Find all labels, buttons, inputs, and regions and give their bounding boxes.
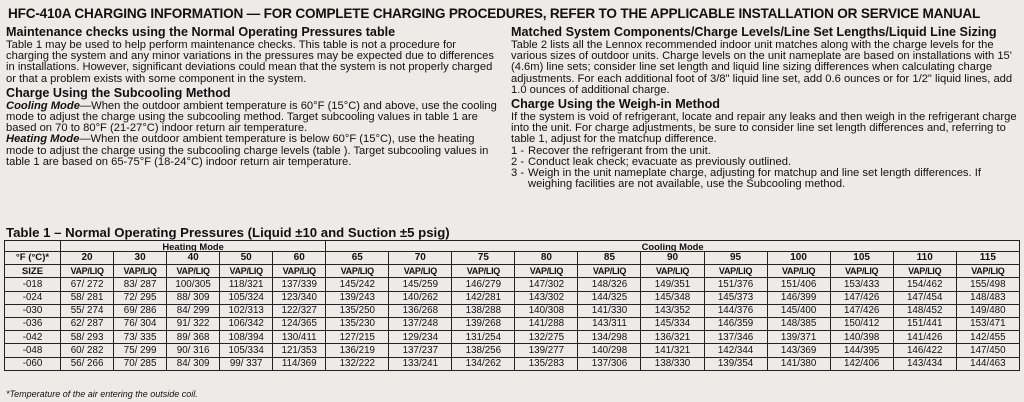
step-text: Weigh in the unit nameplate charge, adjusting for matchup and line set length differences. If weighing facilities are not available, use the Subcooling method. xyxy=(528,167,981,191)
pressure-cell: 142/455 xyxy=(956,331,1019,344)
heating-mode-label: Heating Mode xyxy=(6,133,80,146)
vap-liq-header: VAP/LIQ xyxy=(515,265,578,278)
table-row xyxy=(5,331,1020,344)
pressure-cell: 102/313 xyxy=(220,304,273,317)
heating-mode-text: —When the outdoor ambient temperature is below 60°F (15°C), use the heating mode to adjust the charge using the subcooling charge levels (table ). Target subcooling values in table 1 are based on 65-75°F (18-24°C) indoor return air temperature. xyxy=(6,133,489,168)
heating-temp-header: 40 xyxy=(167,252,220,265)
pressure-cell: 130/411 xyxy=(273,331,326,344)
pressure-cell: 154/462 xyxy=(893,278,956,291)
vap-liq-header: VAP/LIQ xyxy=(704,265,767,278)
vap-liq-header: VAP/LIQ xyxy=(830,265,893,278)
pressure-cell: 143/311 xyxy=(578,317,641,330)
size-cell: -042 xyxy=(5,331,61,344)
pressure-cell: 146/359 xyxy=(704,317,767,330)
pressure-cell: 83/ 287 xyxy=(114,278,167,291)
step-number: 1 - xyxy=(511,144,525,157)
pressure-cell: 139/371 xyxy=(767,331,830,344)
pressure-cell: 147/450 xyxy=(956,344,1019,357)
step-text: Recover the refrigerant from the unit. xyxy=(528,144,711,157)
vap-liq-header: VAP/LIQ xyxy=(114,265,167,278)
step-number: 2 - xyxy=(511,155,525,168)
pressure-cell: 140/262 xyxy=(389,291,452,304)
temperature-header-row xyxy=(5,252,1020,265)
pressure-cell: 62/ 287 xyxy=(61,317,114,330)
pressure-cell: 139/277 xyxy=(515,344,578,357)
pressure-cell: 148/483 xyxy=(956,291,1019,304)
pressure-cell: 73/ 335 xyxy=(114,331,167,344)
maintenance-text: Table 1 may be used to help perform maintenance checks. This table is not a procedure for charging the system and any minor variations in the pressures may be expected due to differences in installations. However, significant deviations could mean that the system is not properly charged or that a problem exists with some component in the system. xyxy=(6,39,494,85)
pressure-cell: 133/241 xyxy=(389,357,452,370)
pressure-cell: 151/406 xyxy=(767,278,830,291)
pressure-cell: 56/ 266 xyxy=(61,357,114,370)
pressure-cell: 145/242 xyxy=(326,278,389,291)
vap-liq-header: VAP/LIQ xyxy=(61,265,114,278)
pressure-cell: 67/ 272 xyxy=(61,278,114,291)
pressure-cell: 146/399 xyxy=(767,291,830,304)
pressure-cell: 141/330 xyxy=(578,304,641,317)
pressure-cell: 145/348 xyxy=(641,291,704,304)
pressures-table-body xyxy=(5,278,1020,370)
vap-liq-header: VAP/LIQ xyxy=(641,265,704,278)
pressure-cell: 153/433 xyxy=(830,278,893,291)
size-cell: -048 xyxy=(5,344,61,357)
weigh-in-steps xyxy=(511,146,1019,191)
pressure-cell: 123/340 xyxy=(273,291,326,304)
cooling-temp-header: 95 xyxy=(704,252,767,265)
left-column xyxy=(6,24,498,168)
pressure-cell: 147/302 xyxy=(515,278,578,291)
cooling-mode-label: Cooling Mode xyxy=(6,99,80,112)
pressure-cell: 145/259 xyxy=(389,278,452,291)
pressure-cell: 58/ 293 xyxy=(61,331,114,344)
pressure-cell: 139/354 xyxy=(704,357,767,370)
pressure-cell: 147/426 xyxy=(830,304,893,317)
cooling-temp-header: 115 xyxy=(956,252,1019,265)
pressure-cell: 108/394 xyxy=(220,331,273,344)
pressure-cell: 106/342 xyxy=(220,317,273,330)
pressure-cell: 127/215 xyxy=(326,331,389,344)
pressure-cell: 145/334 xyxy=(641,317,704,330)
pressure-cell: 139/243 xyxy=(326,291,389,304)
pressure-cell: 142/281 xyxy=(452,291,515,304)
heating-temp-header: 20 xyxy=(61,252,114,265)
pressure-cell: 148/326 xyxy=(578,278,641,291)
pressure-cell: 118/321 xyxy=(220,278,273,291)
pressure-cell: 137/306 xyxy=(578,357,641,370)
pressure-cell: 131/254 xyxy=(452,331,515,344)
pressure-cell: 141/380 xyxy=(767,357,830,370)
pressure-cell: 135/230 xyxy=(326,317,389,330)
mode-header-row xyxy=(5,241,1020,252)
matched-system-heading: Matched System Components/Charge Levels/Line Set Lengths/Liquid Line Sizing xyxy=(511,25,997,39)
pressure-cell: 90/ 316 xyxy=(167,344,220,357)
pressure-cell: 151/441 xyxy=(893,317,956,330)
table-caption: Table 1 – Normal Operating Pressures (Liquid ±10 and Suction ±5 psig) xyxy=(6,225,450,240)
pressure-cell: 105/324 xyxy=(220,291,273,304)
pressure-cell: 72/ 295 xyxy=(114,291,167,304)
pressure-cell: 58/ 281 xyxy=(61,291,114,304)
size-cell: -060 xyxy=(5,357,61,370)
pressure-cell: 144/395 xyxy=(830,344,893,357)
right-column xyxy=(511,24,1019,190)
pressure-cell: 76/ 304 xyxy=(114,317,167,330)
pressure-cell: 146/279 xyxy=(452,278,515,291)
maintenance-heading: Maintenance checks using the Normal Operating Pressures table xyxy=(6,25,396,39)
pressure-cell: 137/339 xyxy=(273,278,326,291)
step-item xyxy=(511,168,1019,190)
pressure-cell: 145/373 xyxy=(704,291,767,304)
pressure-cell: 132/275 xyxy=(515,331,578,344)
step-number: 3 - xyxy=(511,167,525,180)
cooling-temp-header: 85 xyxy=(578,252,641,265)
pressure-cell: 138/330 xyxy=(641,357,704,370)
cooling-mode-header: Cooling Mode xyxy=(326,241,1020,252)
pressure-cell: 147/426 xyxy=(830,291,893,304)
table-row xyxy=(5,344,1020,357)
pressure-cell: 153/471 xyxy=(956,317,1019,330)
pressure-cell: 140/308 xyxy=(515,304,578,317)
table-row xyxy=(5,278,1020,291)
cooling-temp-header: 75 xyxy=(452,252,515,265)
pressure-cell: 122/327 xyxy=(273,304,326,317)
pressure-cell: 137/346 xyxy=(704,331,767,344)
matched-system-text: Table 2 lists all the Lennox recommended indoor unit matches along with the charge levels for the various sizes of outdoor units. Charge levels on the unit nameplate are based on installations with 15' (4.6m) line sets; consider line set length and liquid line sizing differences when calculating charge adjustments. For each additional foot of 3/8" liquid line set, add 0.6 ounces or for 1/2" liquid lines, add 1.0 ounces of additional charge. xyxy=(511,39,1013,96)
pressure-cell: 124/365 xyxy=(273,317,326,330)
vap-liq-header: VAP/LIQ xyxy=(452,265,515,278)
pressure-cell: 141/321 xyxy=(641,344,704,357)
pressure-cell: 148/452 xyxy=(893,304,956,317)
table-row xyxy=(5,304,1020,317)
pressure-cell: 55/ 274 xyxy=(61,304,114,317)
pressure-cell: 140/398 xyxy=(830,331,893,344)
pressure-cell: 134/262 xyxy=(452,357,515,370)
vap-liq-header: VAP/LIQ xyxy=(167,265,220,278)
pressure-cell: 147/454 xyxy=(893,291,956,304)
vap-liq-header: VAP/LIQ xyxy=(578,265,641,278)
temperature-label: °F (°C)* xyxy=(5,252,61,265)
cooling-temp-header: 65 xyxy=(326,252,389,265)
pressure-cell: 138/288 xyxy=(452,304,515,317)
size-label: SIZE xyxy=(5,265,61,278)
pressure-cell: 114/369 xyxy=(273,357,326,370)
pressure-cell: 69/ 286 xyxy=(114,304,167,317)
table-row xyxy=(5,357,1020,370)
pressure-cell: 149/480 xyxy=(956,304,1019,317)
vap-liq-header: VAP/LIQ xyxy=(956,265,1019,278)
heating-temp-header: 50 xyxy=(220,252,273,265)
heating-temp-header: 30 xyxy=(114,252,167,265)
pressure-cell: 137/237 xyxy=(389,344,452,357)
pressure-cell: 149/351 xyxy=(641,278,704,291)
pressure-cell: 146/422 xyxy=(893,344,956,357)
step-text: Conduct leak check; evacuate as previously outlined. xyxy=(528,155,792,168)
cooling-temp-header: 110 xyxy=(893,252,956,265)
pressure-cell: 142/344 xyxy=(704,344,767,357)
size-cell: -024 xyxy=(5,291,61,304)
cooling-mode-paragraph xyxy=(6,101,498,135)
pressure-cell: 75/ 299 xyxy=(114,344,167,357)
pressure-cell: 138/256 xyxy=(452,344,515,357)
pressure-cell: 144/376 xyxy=(704,304,767,317)
pressure-cell: 132/222 xyxy=(326,357,389,370)
vap-liq-header: VAP/LIQ xyxy=(893,265,956,278)
pressure-cell: 91/ 322 xyxy=(167,317,220,330)
vap-liq-header: VAP/LIQ xyxy=(326,265,389,278)
pressure-cell: 144/325 xyxy=(578,291,641,304)
pressure-cell: 143/434 xyxy=(893,357,956,370)
heating-temp-header: 60 xyxy=(273,252,326,265)
size-cell: -018 xyxy=(5,278,61,291)
table-row xyxy=(5,317,1020,330)
heating-mode-paragraph xyxy=(6,134,498,168)
pressure-cell: 121/353 xyxy=(273,344,326,357)
pressure-cell: 143/352 xyxy=(641,304,704,317)
pressure-cell: 105/334 xyxy=(220,344,273,357)
table-row xyxy=(5,291,1020,304)
cooling-temp-header: 90 xyxy=(641,252,704,265)
pressure-cell: 60/ 282 xyxy=(61,344,114,357)
cooling-temp-header: 100 xyxy=(767,252,830,265)
page-title: HFC-410A CHARGING INFORMATION — FOR COMPLETE CHARGING PROCEDURES, REFER TO THE APPLICABLE INSTALLATION OR SERVICE MANUAL xyxy=(8,6,981,21)
cooling-temp-header: 80 xyxy=(515,252,578,265)
cooling-temp-header: 105 xyxy=(830,252,893,265)
pressure-cell: 144/463 xyxy=(956,357,1019,370)
pressure-cell: 129/234 xyxy=(389,331,452,344)
corner-cell xyxy=(5,241,61,252)
pressure-cell: 148/385 xyxy=(767,317,830,330)
pressure-cell: 139/268 xyxy=(452,317,515,330)
pressure-cell: 84/ 309 xyxy=(167,357,220,370)
pressure-cell: 137/248 xyxy=(389,317,452,330)
pressure-cell: 142/406 xyxy=(830,357,893,370)
pressure-cell: 141/288 xyxy=(515,317,578,330)
pressure-cell: 135/250 xyxy=(326,304,389,317)
pressures-table xyxy=(4,240,1020,371)
weigh-in-heading: Charge Using the Weigh-in Method xyxy=(511,97,720,112)
pressure-cell: 100/305 xyxy=(167,278,220,291)
pressure-cell: 89/ 368 xyxy=(167,331,220,344)
vap-liq-header: VAP/LIQ xyxy=(767,265,830,278)
pressure-cell: 84/ 299 xyxy=(167,304,220,317)
vap-liq-header: VAP/LIQ xyxy=(273,265,326,278)
size-cell: -036 xyxy=(5,317,61,330)
pressure-cell: 136/219 xyxy=(326,344,389,357)
pressure-cell: 88/ 309 xyxy=(167,291,220,304)
pressure-cell: 151/376 xyxy=(704,278,767,291)
size-cell: -030 xyxy=(5,304,61,317)
table-footnote: *Temperature of the air entering the outside coil. xyxy=(6,389,198,399)
cooling-mode-text: —When the outdoor ambient temperature is 60°F (15°C) and above, use the cooling mode to adjust the charge using the subcooling method. Target subcooling values in table 1 are based on 70 to 80°F (21-27°C) indoor return air temperature. xyxy=(6,99,497,135)
pressure-cell: 155/498 xyxy=(956,278,1019,291)
pressure-cell: 140/298 xyxy=(578,344,641,357)
pressure-cell: 143/302 xyxy=(515,291,578,304)
heating-mode-header: Heating Mode xyxy=(61,241,326,252)
pressure-cell: 150/412 xyxy=(830,317,893,330)
pressure-cell: 134/298 xyxy=(578,331,641,344)
pressure-cell: 70/ 285 xyxy=(114,357,167,370)
pressure-cell: 136/321 xyxy=(641,331,704,344)
vap-liq-header: VAP/LIQ xyxy=(389,265,452,278)
vap-liq-header: VAP/LIQ xyxy=(220,265,273,278)
pressure-cell: 136/268 xyxy=(389,304,452,317)
pressure-cell: 141/426 xyxy=(893,331,956,344)
pressure-cell: 143/369 xyxy=(767,344,830,357)
cooling-temp-header: 70 xyxy=(389,252,452,265)
pressure-cell: 99/ 337 xyxy=(220,357,273,370)
subcooling-heading: Charge Using the Subcooling Method xyxy=(6,85,231,100)
pressure-cell: 135/283 xyxy=(515,357,578,370)
subheader-row xyxy=(5,265,1020,278)
pressure-cell: 145/400 xyxy=(767,304,830,317)
weigh-in-text: If the system is void of refrigerant, locate and repair any leaks and then weigh in the refrigerant charge into the unit. For charge adjustments, be sure to consider line set length differences and, referring to table 1, adjust for the matchup difference. xyxy=(511,111,1017,146)
